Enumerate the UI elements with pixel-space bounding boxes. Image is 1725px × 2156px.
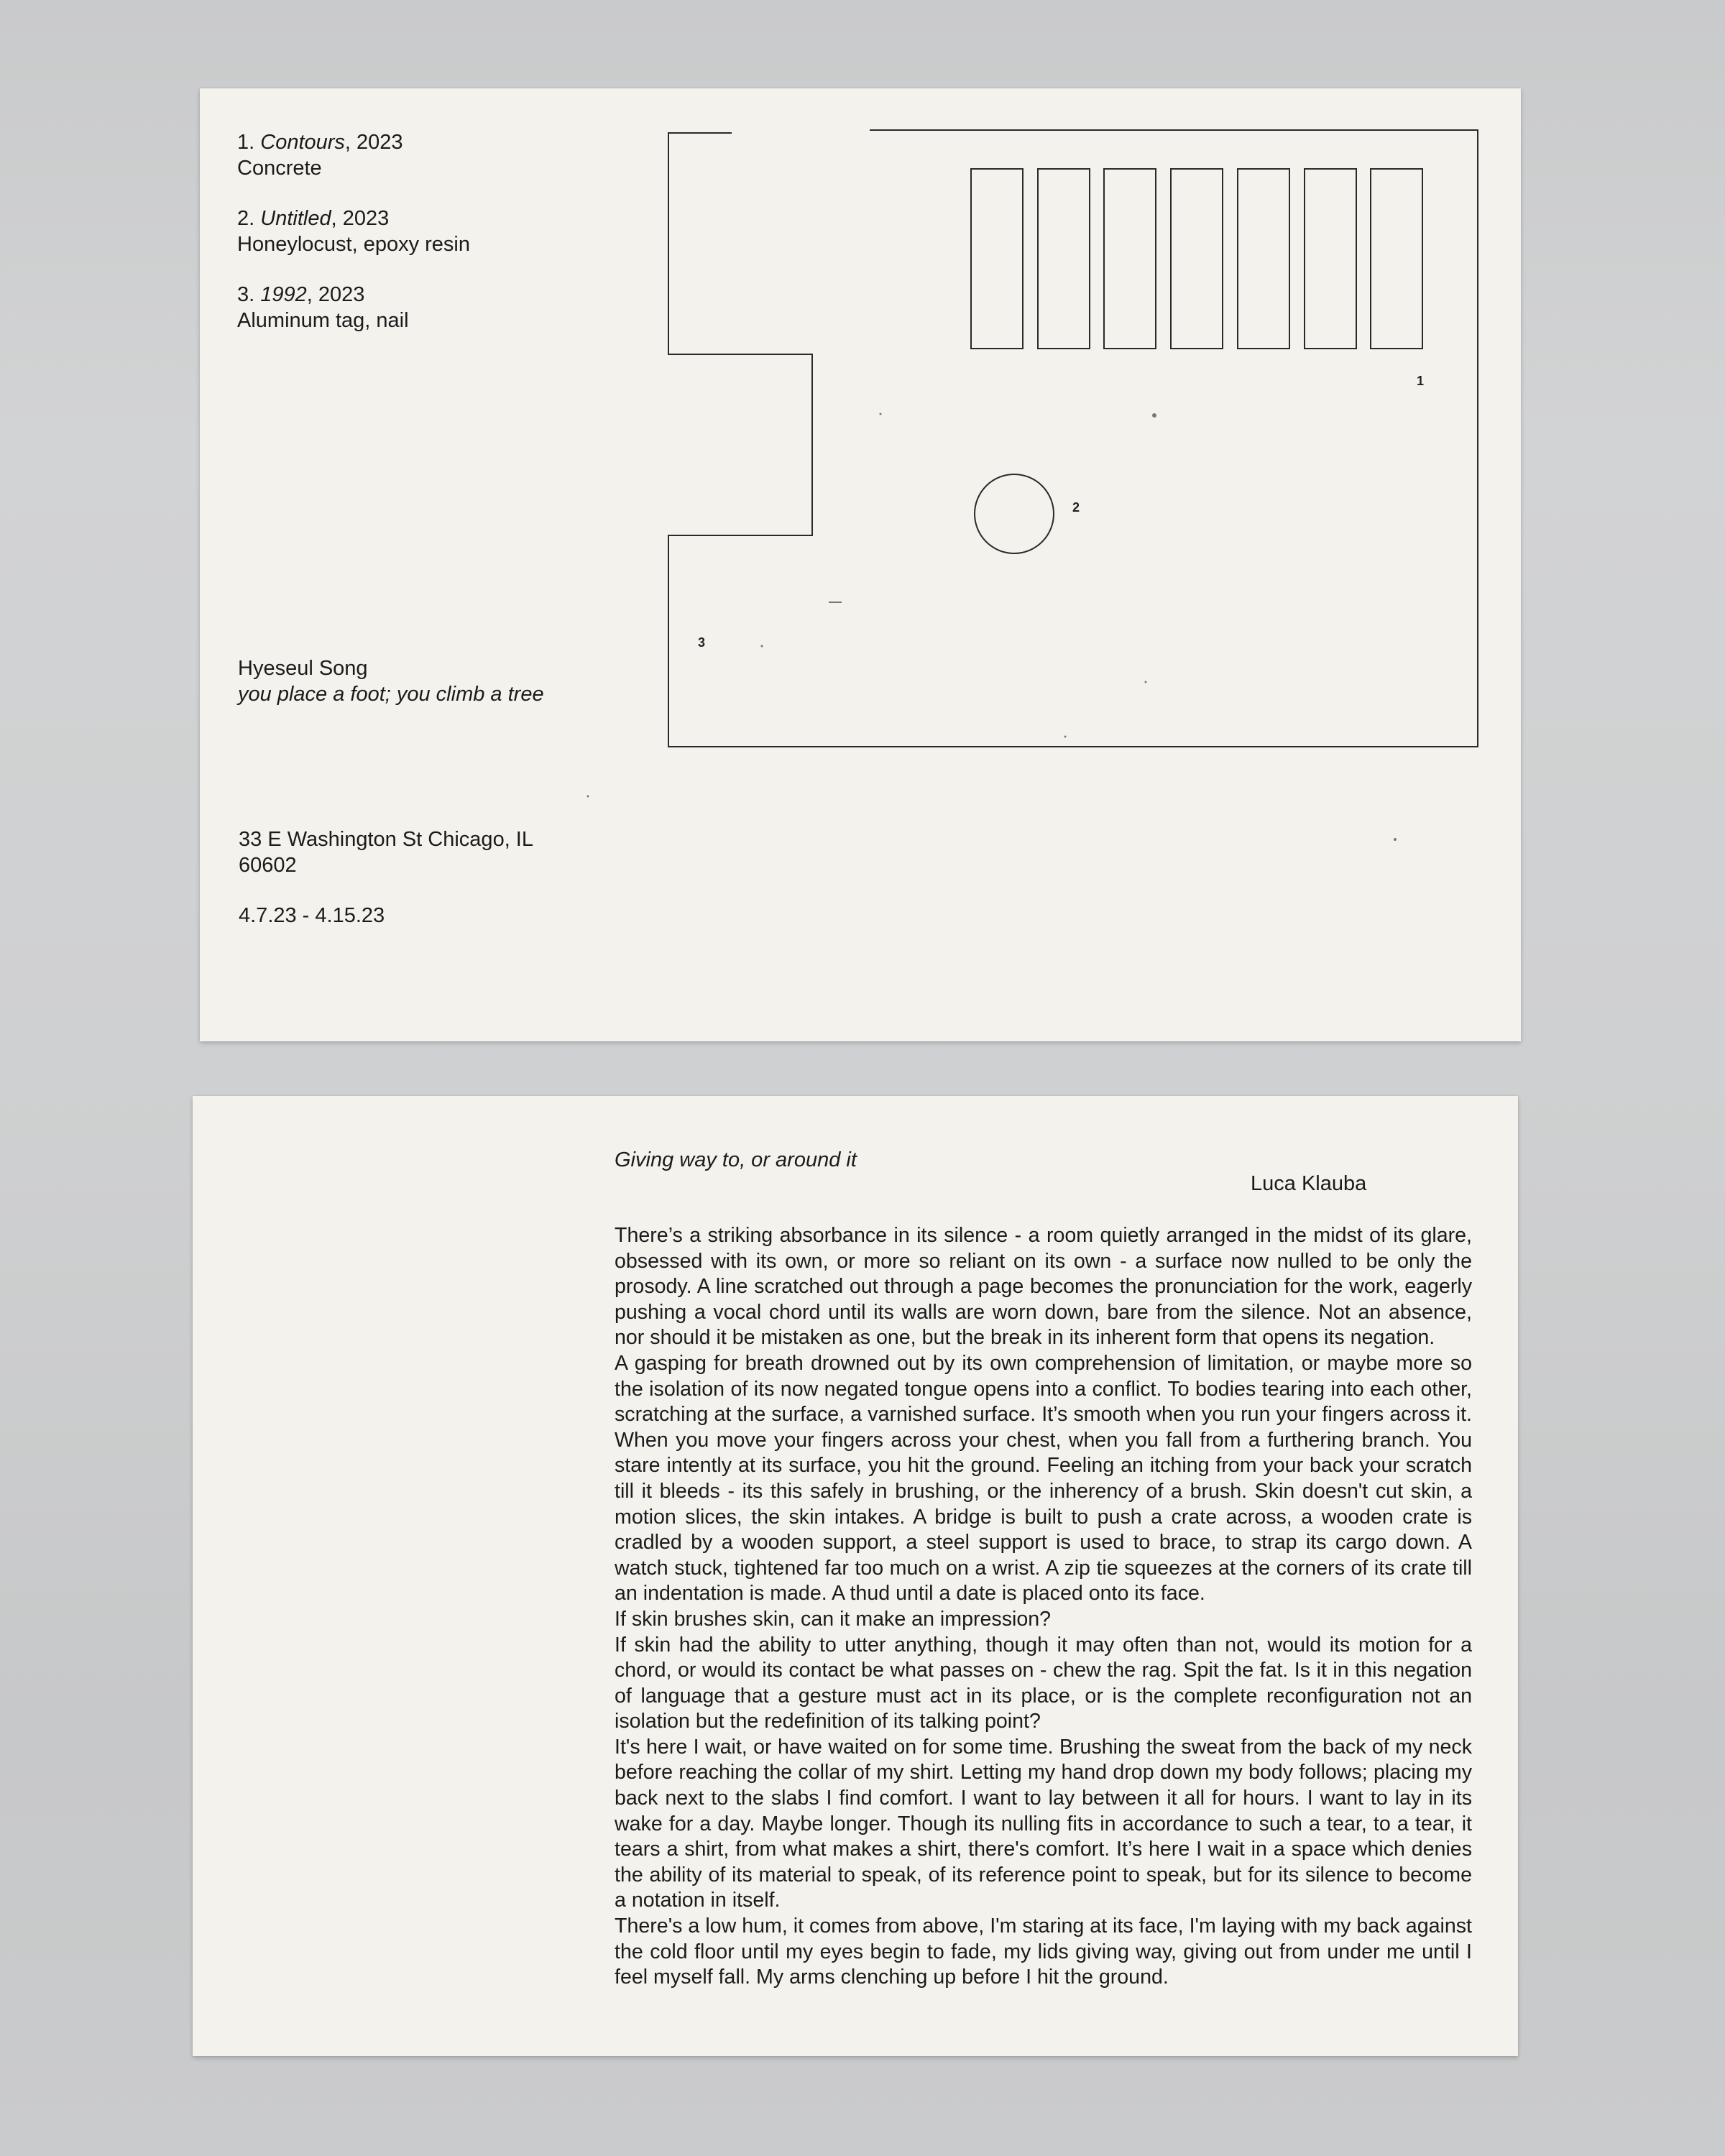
slab-3 (1104, 169, 1156, 349)
slab-1 (971, 169, 1023, 349)
exhibition-title: you place a foot; you climb a tree (238, 683, 544, 706)
slab-4 (1171, 169, 1223, 349)
address-line-2: 60602 (239, 854, 297, 877)
plan-label-2: 2 (1072, 500, 1080, 515)
work-1-title: Contours (260, 131, 345, 154)
artist-name: Hyeseul Song (238, 657, 368, 680)
paper-flecks (587, 413, 1397, 842)
work-2-heading: 2. Untitled, 2023 (237, 207, 390, 230)
essay-paragraph: If skin brushes skin, can it make an impression? (615, 1607, 1052, 1631)
work-3-material: Aluminum tag, nail (237, 309, 409, 332)
slab-5 (1238, 169, 1289, 349)
back-card (193, 1096, 1518, 2056)
work-2-circle (975, 474, 1054, 553)
work-1-heading: 1. Contours, 2023 (237, 131, 403, 154)
work-3-title: 1992 (260, 283, 307, 306)
work-2-title: Untitled (260, 207, 331, 230)
essay-paragraph: It's here I wait, or have waited on for some time. Brushing the sweat from the back of my neck before reaching the collar of my shirt. Letting my hand drop down my body follows; placing my back next to the slabs I find comfort. I want to lay between it all for hours. I want to lay in its wake for a day. Maybe longer. Though its nulling fits in accordance to such a tear, to a tear, it tears a shirt, from what makes a shirt, there's comfort. It’s here I wait in a space which denies the ability of its material to speak, of its reference point to speak, but for its silence to become a notation in itself. (615, 1735, 1472, 1912)
exhibition-dates: 4.7.23 - 4.15.23 (239, 904, 385, 927)
essay-paragraph: There’s a striking absorbance in its silence - a room quietly arranged in the midst of its glare, obsessed with its own, or more so reliant on its own - a surface now nulled to be only the prosody. A line scratched out through a page becomes the pronunciation for the work, eagerly pushing a vocal chord until its walls are worn down, bare from the silence. Not an absence, nor should it be mistaken as one, but the break in its inherent form that opens its negation. (615, 1224, 1472, 1350)
front-card (200, 88, 1521, 1041)
essay-body (615, 1223, 1472, 1991)
essay-title: Giving way to, or around it (615, 1148, 857, 1171)
work-1-material: Concrete (237, 157, 322, 180)
plan-label-3: 3 (698, 635, 706, 650)
work-2-material: Honeylocust, epoxy resin (237, 233, 470, 256)
address-line-1: 33 E Washington St Chicago, IL (239, 828, 533, 851)
essay-paragraph: There's a low hum, it comes from above, I'm staring at its face, I'm laying with my back against the cold floor until my eyes begin to fade, my lids giving way, giving out from under me until I feel myself fall. My arms clenching up before I hit the ground. (615, 1915, 1472, 1989)
essay-paragraph: A gasping for breath drowned out by its own comprehension of limitation, or maybe more so the isolation of its now negated tongue opens into a conflict. To bodies tearing into each other, scratching at the surface, a varnished surface. It’s smooth when you run your fingers across it. When you move your fingers across your chest, when you fall from a furthering branch. You stare intently at its surface, you hit the ground. Feeling an itching from your back your scratch till it bleeds - its this safely in brushing, or the inherency of a brush. Skin doesn't cut skin, a motion slices, the skin intakes. A bridge is built to push a crate across, a wooden crate is cradled by a wooden support, a steel support is used to brace, to strap its cargo down. A watch stuck, tightened far too much on a wrist. A zip tie squeezes at the corners of its crate till an indentation is made. A thud until a date is placed onto its face. (615, 1351, 1472, 1606)
slab-2 (1038, 169, 1090, 349)
slab-6 (1305, 169, 1356, 349)
essay-paragraph: If skin had the ability to utter anything, though it may often than not, would its motion for a chord, or would its contact be what passes on - chew the rag. Spit the fat. Is it in this negation of language that a gesture must act in its place, or is the complete reconfiguration not an isolation but the redefinition of its talking point? (615, 1633, 1472, 1733)
essay-author: Luca Klauba (1251, 1172, 1367, 1195)
work-3-heading: 3. 1992, 2023 (237, 283, 365, 306)
floor-plan (200, 88, 1521, 1041)
slab-7 (1371, 169, 1422, 349)
plan-label-1: 1 (1417, 374, 1425, 388)
